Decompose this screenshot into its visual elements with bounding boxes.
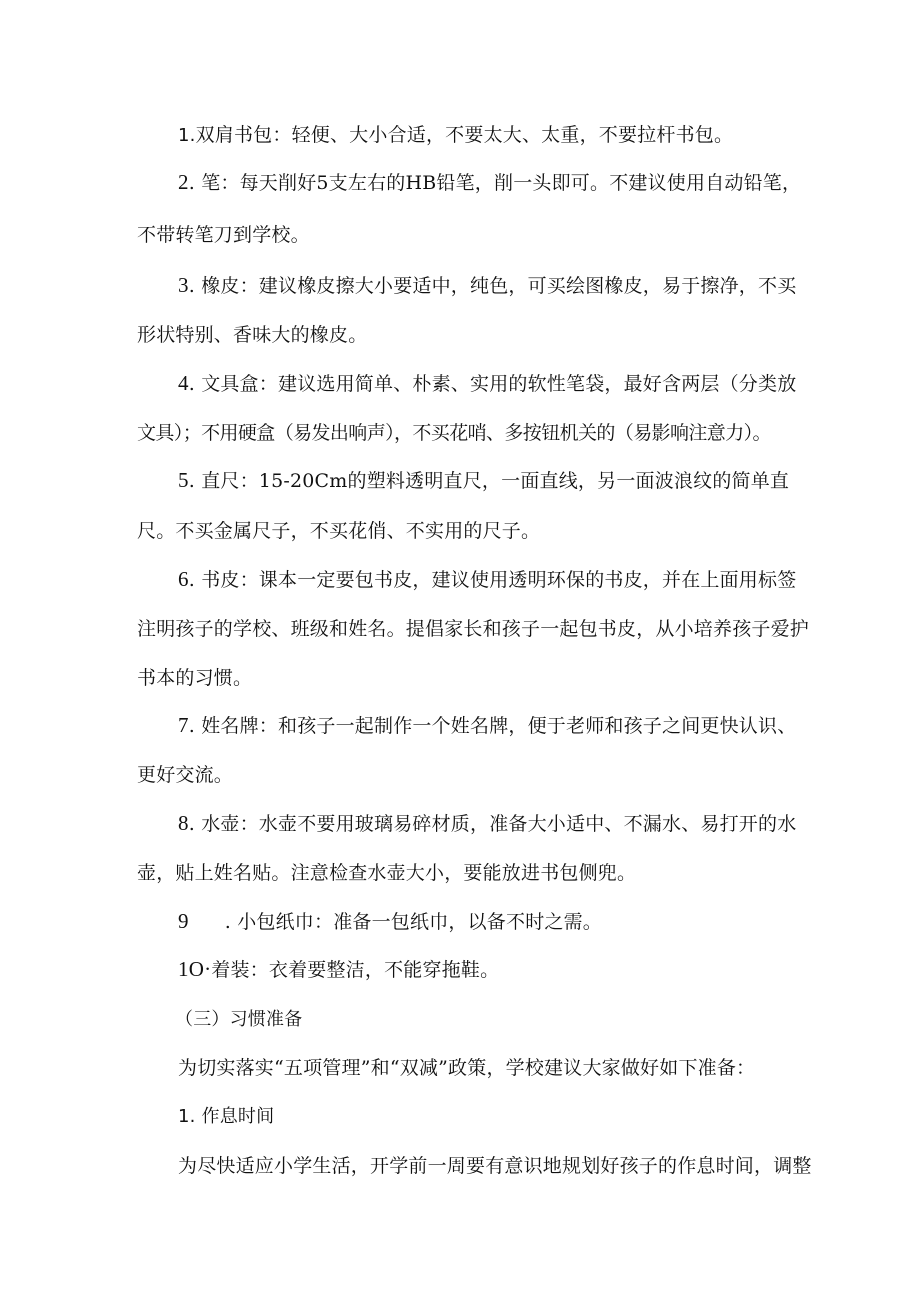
- item-number: 3: [178, 273, 189, 297]
- list-item-1: [178, 120, 733, 147]
- item-number: 9: [178, 909, 189, 933]
- item-number: 6: [178, 567, 189, 591]
- list-item-3: 3. 橡皮：建议橡皮擦大小要适中，纯色，可买绘图橡皮，易于擦净，不买: [178, 273, 797, 297]
- item-number: 8: [178, 811, 189, 835]
- section-title: （三）习惯准备: [175, 1009, 303, 1030]
- list-item-6-cont: 注明孩子的学校、班级和姓名。提倡家长和孩子一起包书皮，从小培养孩子爱护: [137, 618, 810, 640]
- list-item-10: [178, 955, 499, 982]
- list-item-7-cont: 更好交流。: [137, 764, 234, 786]
- item-text: 文具盒：建议选用简单、朴素、实用的软性笔袋，最好含两层（分类放: [201, 373, 797, 395]
- item-number: 1O·: [178, 957, 212, 981]
- item-text: 着装：衣着要整洁，不能穿拖鞋。: [211, 959, 500, 981]
- item-number: 2: [178, 170, 189, 194]
- list-item-6: 6. 书皮：课本一定要包书皮，建议使用透明环保的书皮，并在上面用标签: [178, 567, 797, 591]
- list-item-2: 2. 笔：每天削好5支左右的HB铅笔，削一头即可。不建议使用自动铅笔，: [178, 170, 802, 194]
- paragraph-line: 为尽快适应小学生活，开学前一周要有意识地规划好孩子的作息时间，调整: [178, 1155, 812, 1177]
- item-number: 5: [178, 468, 189, 492]
- list-item-8: 8. 水壶：水壶不要用玻璃易碎材质，准备大小适中、不漏水、易打开的水: [178, 811, 797, 835]
- item-text: 水壶：水壶不要用玻璃易碎材质，准备大小适中、不漏水、易打开的水: [201, 813, 797, 835]
- item-text: 小包纸巾：准备一包纸巾，以备不时之需。: [237, 911, 602, 933]
- list-item-5-cont: 尺。不买金属尺子，不买花俏、不实用的尺子。: [137, 520, 541, 542]
- list-item-5: 5. 直尺：15-20Cm的塑料透明直尺，一面直线，另一面波浪纹的简单直: [178, 468, 790, 492]
- list-item-2-cont: 不带转笔刀到学校。: [137, 224, 310, 246]
- item-number: 1.: [178, 125, 196, 146]
- list-item-4: 4. 文具盒：建议选用简单、朴素、实用的软性笔袋，最好含两层（分类放: [178, 371, 797, 395]
- list-item-9: 9 . 小包纸巾：准备一包纸巾，以备不时之需。: [178, 909, 602, 933]
- item-text: 书皮：课本一定要包书皮，建议使用透明环保的书皮，并在上面用标签: [201, 569, 797, 591]
- list-item-4-cont: 文具）；不用硬盒（易发出响声），不买花哨、多按钮机关的（易影响注意力）。: [137, 422, 771, 444]
- list-item-3-cont: 形状特别、香味大的橡皮。: [137, 324, 368, 346]
- item-text: 直尺：15-20Cm的塑料透明直尺，一面直线，另一面波浪纹的简单直: [201, 470, 790, 492]
- list-item-6-cont2: 书本的习惯。: [137, 667, 253, 689]
- item-text: 双肩书包：轻便、大小合适，不要太大、太重，不要拉杆书包。: [195, 124, 734, 146]
- sub-heading: 1. 作息时间: [178, 1106, 275, 1127]
- list-item-8-cont: 壶，贴上姓名贴。注意检查水壶大小，要能放进书包侧兜。: [137, 862, 637, 884]
- intro-paragraph: 为切实落实“五项管理”和“双减”政策，学校建议大家做好如下准备：: [178, 1057, 756, 1079]
- item-text: 姓名牌：和孩子一起制作一个姓名牌，便于老师和孩子之间更快认识、: [201, 715, 797, 737]
- item-number: 7: [178, 713, 189, 737]
- item-text: 橡皮：建议橡皮擦大小要适中，纯色，可买绘图橡皮，易于擦净，不买: [201, 275, 797, 297]
- list-item-7: 7. 姓名牌：和孩子一起制作一个姓名牌，便于老师和孩子之间更快认识、: [178, 713, 797, 737]
- item-number: 4: [178, 371, 189, 395]
- item-text: 笔：每天削好5支左右的HB铅笔，削一头即可。不建议使用自动铅笔，: [201, 172, 802, 194]
